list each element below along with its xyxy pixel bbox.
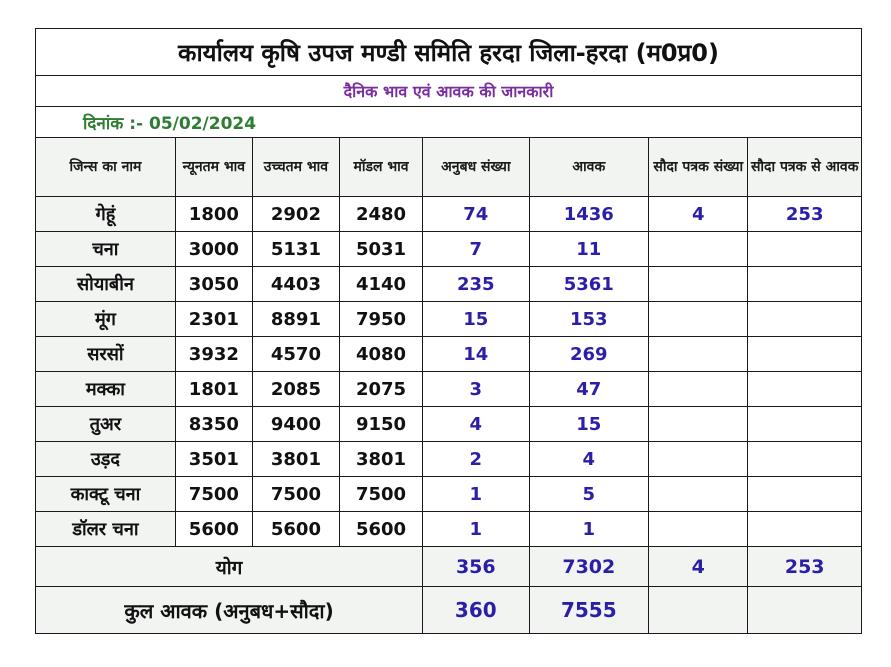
max-price-cell: 3801 (252, 442, 339, 477)
table-row (36, 442, 862, 477)
min-price-cell: 3050 (175, 267, 252, 302)
model-price-cell: 3801 (340, 442, 423, 477)
model-price-cell: 9150 (340, 407, 423, 442)
total-label: कुल आवक (अनुबध+सौदा) (36, 587, 423, 634)
max-price-cell: 2902 (252, 197, 339, 232)
arrival-cell: 15 (529, 407, 649, 442)
arrival-cell: 5361 (529, 267, 649, 302)
commodity-name-cell: मक्का (36, 372, 176, 407)
sauda-arrival-cell (748, 267, 862, 302)
max-price-cell: 8891 (252, 302, 339, 337)
sauda-count-cell (649, 407, 748, 442)
col-header-commodity: जिन्स का नाम (36, 138, 176, 197)
max-price-cell: 5131 (252, 232, 339, 267)
max-price-cell: 2085 (252, 372, 339, 407)
commodity-name-cell: डॉलर चना (36, 512, 176, 547)
commodity-name-cell: काक्टू चना (36, 477, 176, 512)
min-price-cell: 3501 (175, 442, 252, 477)
sauda-arrival-cell (748, 442, 862, 477)
sauda-count-cell (649, 372, 748, 407)
contract-count-cell: 74 (423, 197, 529, 232)
sauda-arrival-cell (748, 337, 862, 372)
commodity-name-cell: उड़द (36, 442, 176, 477)
sauda-arrival-cell (748, 407, 862, 442)
sum-arrival: 7302 (529, 547, 649, 587)
col-header-arrival: आवक (529, 138, 649, 197)
arrival-cell: 11 (529, 232, 649, 267)
col-header-sauda-arrival: सौदा पत्रक से आवक (748, 138, 862, 197)
model-price-cell: 4140 (340, 267, 423, 302)
max-price-cell: 4570 (252, 337, 339, 372)
sauda-count-cell (649, 302, 748, 337)
header-row (36, 138, 862, 197)
contract-count-cell: 15 (423, 302, 529, 337)
arrival-cell: 4 (529, 442, 649, 477)
report-date: दिनांक :- 05/02/2024 (36, 107, 862, 138)
arrival-cell: 47 (529, 372, 649, 407)
commodity-name-cell: तुअर (36, 407, 176, 442)
max-price-cell: 9400 (252, 407, 339, 442)
min-price-cell: 3932 (175, 337, 252, 372)
col-header-model-price: मॉडल भाव (340, 138, 423, 197)
col-header-contract-count: अनुबध संख्या (423, 138, 529, 197)
col-header-max-price: उच्चतम भाव (252, 138, 339, 197)
total-empty-1 (649, 587, 748, 634)
sauda-arrival-cell: 253 (748, 197, 862, 232)
commodity-name-cell: चना (36, 232, 176, 267)
contract-count-cell: 235 (423, 267, 529, 302)
min-price-cell: 5600 (175, 512, 252, 547)
arrival-cell: 153 (529, 302, 649, 337)
commodity-name-cell: सोयाबीन (36, 267, 176, 302)
sauda-arrival-cell (748, 372, 862, 407)
sauda-count-cell: 4 (649, 197, 748, 232)
sauda-count-cell (649, 512, 748, 547)
commodity-name-cell: गेहूं (36, 197, 176, 232)
table-row (36, 407, 862, 442)
table-row (36, 302, 862, 337)
max-price-cell: 4403 (252, 267, 339, 302)
sauda-arrival-cell (748, 512, 862, 547)
arrival-cell: 269 (529, 337, 649, 372)
commodity-name-cell: मूंग (36, 302, 176, 337)
arrival-cell: 1 (529, 512, 649, 547)
min-price-cell: 1800 (175, 197, 252, 232)
arrival-cell: 5 (529, 477, 649, 512)
min-price-cell: 2301 (175, 302, 252, 337)
table-row (36, 197, 862, 232)
table-row (36, 232, 862, 267)
min-price-cell: 3000 (175, 232, 252, 267)
page-title: कार्यालय कृषि उपज मण्डी समिति हरदा जिला-हरदा (म0प्र0) (36, 29, 862, 76)
sauda-count-cell (649, 337, 748, 372)
max-price-cell: 5600 (252, 512, 339, 547)
sauda-count-cell (649, 477, 748, 512)
min-price-cell: 7500 (175, 477, 252, 512)
commodity-name-cell: सरसों (36, 337, 176, 372)
sauda-arrival-cell (748, 477, 862, 512)
sum-contract-count: 356 (423, 547, 529, 587)
sum-sauda-count: 4 (649, 547, 748, 587)
table-row (36, 267, 862, 302)
total-row (36, 587, 862, 634)
sauda-arrival-cell (748, 302, 862, 337)
page-subtitle: दैनिक भाव एवं आवक की जानकारी (36, 76, 862, 107)
arrival-cell: 1436 (529, 197, 649, 232)
contract-count-cell: 7 (423, 232, 529, 267)
model-price-cell: 7950 (340, 302, 423, 337)
total-arrival: 7555 (529, 587, 649, 634)
sauda-arrival-cell (748, 232, 862, 267)
model-price-cell: 5600 (340, 512, 423, 547)
mandi-rate-table (35, 28, 862, 634)
sum-sauda-arrival: 253 (748, 547, 862, 587)
model-price-cell: 5031 (340, 232, 423, 267)
contract-count-cell: 1 (423, 512, 529, 547)
min-price-cell: 8350 (175, 407, 252, 442)
total-contract-count: 360 (423, 587, 529, 634)
sum-label: योग (36, 547, 423, 587)
min-price-cell: 1801 (175, 372, 252, 407)
table-row (36, 512, 862, 547)
model-price-cell: 7500 (340, 477, 423, 512)
contract-count-cell: 1 (423, 477, 529, 512)
max-price-cell: 7500 (252, 477, 339, 512)
table-row (36, 372, 862, 407)
model-price-cell: 4080 (340, 337, 423, 372)
sauda-count-cell (649, 442, 748, 477)
contract-count-cell: 2 (423, 442, 529, 477)
table-row (36, 477, 862, 512)
model-price-cell: 2480 (340, 197, 423, 232)
col-header-sauda-count: सौदा पत्रक संख्या (649, 138, 748, 197)
sauda-count-cell (649, 232, 748, 267)
sum-row (36, 547, 862, 587)
contract-count-cell: 4 (423, 407, 529, 442)
model-price-cell: 2075 (340, 372, 423, 407)
contract-count-cell: 14 (423, 337, 529, 372)
total-empty-2 (748, 587, 862, 634)
col-header-min-price: न्यूनतम भाव (175, 138, 252, 197)
sauda-count-cell (649, 267, 748, 302)
contract-count-cell: 3 (423, 372, 529, 407)
table-row (36, 337, 862, 372)
